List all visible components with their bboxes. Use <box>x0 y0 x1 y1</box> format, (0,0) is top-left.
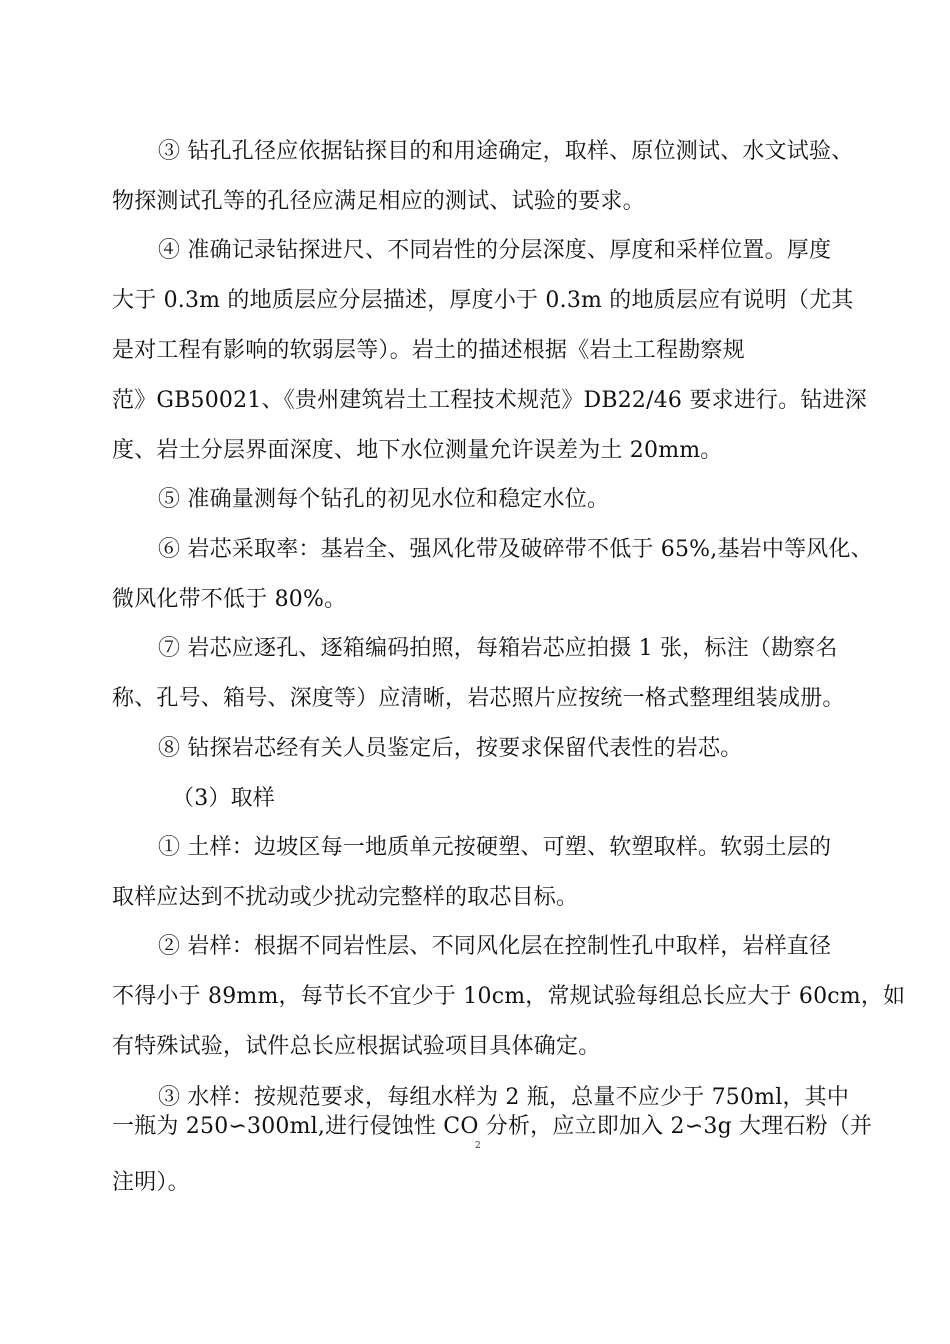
paragraph-line: 是对工程有影响的软弱层等）。岩土的描述根据《岩土工程勘察规 <box>112 338 745 363</box>
paragraph-line: ⑤ 准确量测每个钻孔的初见水位和稳定水位。 <box>158 487 610 512</box>
paragraph-line: 注明）。 <box>112 1170 190 1195</box>
paragraph-line: 取样应达到不扰动或少扰动完整样的取芯目标。 <box>112 885 579 910</box>
section-heading: （3）取样 <box>172 786 275 811</box>
paragraph-line: ⑥ 岩芯采取率：基岩全、强风化带及破碎带不低于 65%,基岩中等风化、 <box>158 537 873 562</box>
paragraph-line: 物探测试孔等的孔径应满足相应的测试、试验的要求。 <box>112 189 645 214</box>
paragraph-line: 微风化带不低于 80%。 <box>112 587 347 612</box>
paragraph-line: 称、孔号、箱号、深度等）应清晰，岩芯照片应按统一格式整理组装成册。 <box>112 686 845 711</box>
paragraph-line: ③ 水样：按规范要求，每组水样为 2 瓶，总量不应少于 750ml，其中 <box>158 1085 850 1110</box>
paragraph-line: ③ 钻孔孔径应依据钻探目的和用途确定，取样、原位测试、水文试验、 <box>158 139 854 164</box>
paragraph-line: 度、岩土分层界面深度、地下水位测量允许误差为土 20mm。 <box>112 438 723 463</box>
paragraph-line: 大于 0.3m 的地质层应分层描述，厚度小于 0.3m 的地质层应有说明（尤其 <box>112 288 854 313</box>
paragraph-line: 不得小于 89mm，每节长不宜少于 10cm，常规试验每组总长应大于 60cm，如 <box>112 984 906 1009</box>
paragraph-line: 有特殊试验，试件总长应根据试验项目具体确定。 <box>112 1034 601 1059</box>
paragraph-line: ⑧ 钻探岩芯经有关人员鉴定后，按要求保留代表性的岩芯。 <box>158 736 743 761</box>
paragraph-line: 一瓶为 250∽300ml,进行侵蚀性 CO 分析，应立即加入 2∽3g 大理石粉（并 <box>112 1114 873 1139</box>
co2-subscript: 2 <box>475 1141 481 1151</box>
paragraph-line: ② 岩样：根据不同岩性层、不同风化层在控制性孔中取样，岩样直径 <box>158 934 832 959</box>
paragraph-line: ① 土样：边坡区每一地质单元按硬塑、可塑、软塑取样。软弱土层的 <box>158 835 832 860</box>
paragraph-line: ④ 准确记录钻探进尺、不同岩性的分层深度、厚度和采样位置。厚度 <box>158 238 832 263</box>
paragraph-line: ⑦ 岩芯应逐孔、逐箱编码拍照，每箱岩芯应拍摄 1 张，标注（勘察名 <box>158 636 838 661</box>
paragraph-line: 范》GB50021、《贵州建筑岩土工程技术规范》DB22/46 要求进行。钻进深 <box>112 388 867 413</box>
